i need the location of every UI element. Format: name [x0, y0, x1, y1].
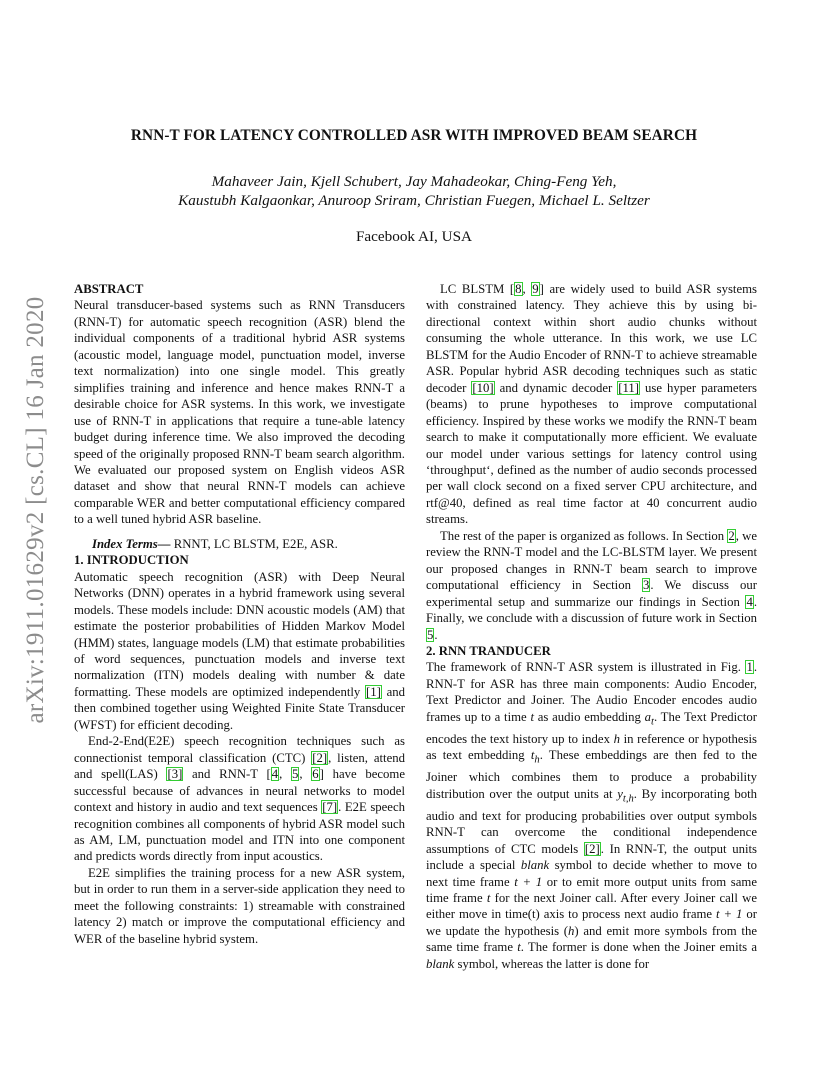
paper-title: RNN-T FOR LATENCY CONTROLLED ASR WITH IMPROVED BEAM SEARCH [130, 127, 698, 144]
citation-link[interactable]: [2] [584, 841, 600, 856]
citation-link[interactable]: [7] [322, 800, 338, 815]
intro-paragraph-3: E2E simplifies the training process for a new ASR system, but in order to run them in a server-side application they need to meet the following constraints: 1) streamable with constrained latency 2) match or improve the computational efficiency and WER of the baseline hybrid system. [74, 865, 405, 946]
citation-link[interactable]: 5 [292, 767, 299, 782]
citation-link[interactable]: 8 [515, 282, 522, 296]
citation-link[interactable]: [11] [618, 380, 640, 395]
authors-line-1: Mahaveer Jain, Kjell Schubert, Jay Mahadeokar, Ching-Feng Yeh, [211, 173, 617, 190]
intro-paragraph-1: Automatic speech recognition (ASR) with Deep Neural Networks (DNN) operates in a hybrid framework using several models. These models include: DNN acoustic models (AM) that estimate the posterior probabilities of Hidden Markov Model (HMM) states, language models (LM) that estimate probabilities of word sequences, punctuation models and inverse text normalization (ITN) models dealing with number & date formatting. These models are optimized independently [1] and then combined together using Weighted Finite State Transducer (WFST) for efficient decoding. [74, 569, 405, 732]
citation-link[interactable]: 6 [312, 767, 319, 782]
index-terms [74, 536, 405, 552]
rnn-paragraph-1: The framework of RNN-T ASR system is illustrated in Fig. 1. RNN-T for ASR has three main components: Audio Encoder, Text Predictor and Joiner. The Audio Encoder encodes audio frames up to a time t as audio embedding $a_t$. The Text Predictor encodes the text history up to index h in reference or hypothesis as text embedding $t_h$. These embeddings are then fed to the Joiner which combines them to produce a probability distribution over the output units at $y_{t,h}$. By incorporating both audio and text for producing probabilities over output symbols RNN-T can overcome the conditional independence assumptions of CTC models [2]. In RNN-T, the output units include a special blank symbol to decide whether to move to next time frame t + 1 or to emit more output units from same time frame t for the next Joiner call. After every Joiner call we either move in time(t) axis to process next audio frame t + 1 or we update the hypothesis (h) and emit more symbols from the same time frame t. The former is done when the Joiner emits a blank symbol, whereas the latter is done for [426, 660, 758, 971]
section-link[interactable]: 3 [643, 578, 650, 593]
citation-link[interactable]: 9 [532, 282, 539, 296]
authors-line-2: Kaustubh Kalgaonkar, Anuroop Sriram, Christian Fuegen, Michael L. Seltzer [178, 192, 650, 209]
citation-link[interactable]: [3] [167, 767, 183, 782]
figure-link[interactable]: 1 [746, 660, 753, 675]
intro-paragraph-2: End-2-End(E2E) speech recognition techniques such as connectionist temporal classification (CTC) [2], listen, attend and spell(LAS) [3] and RNN-T [4, 5, 6] have become successful because of advances in neural networks to model context and history in audio and text sequences [7]. E2E speech recognition combines all components of hybrid ASR model such as AM, LM, punctuation model and ITN into one component and predicts words directly from input acoustics. [74, 734, 406, 864]
authors [60, 172, 768, 210]
abstract-text: Neural transducer-based systems such as RNN Transducers (RNN-T) for automatic speech recognition (ASR) blend the individual components of a traditional hybrid ASR systems (acoustic model, language model, punctuation model, inverse text normalization) into one single model. This greatly simplifies training and inference and hence makes RNN-T a desirable choice for ASR systems. In this work, we investigate use of RNN-T in applications that require a tune-able latency budget during inference time. We also improved the decoding speed of the originally proposed RNN-T beam search algorithm. We evaluated our proposed system on English videos ASR dataset and show that neural RNN-T models can achieve comparable WER and better computational efficiency compared to a well tuned hybrid ASR baseline. [74, 298, 405, 527]
index-terms-text: RNNT, LC BLSTM, E2E, ASR. [170, 536, 338, 551]
intro-heading: 1. INTRODUCTION [74, 553, 189, 568]
arxiv-id: arXiv:1911.01629v2 [cs.CL] 16 Jan 2020 [22, 296, 49, 724]
abstract-heading: ABSTRACT [74, 282, 144, 296]
section-link[interactable]: 4 [746, 594, 753, 609]
arxiv-watermark [18, 290, 54, 730]
section-link[interactable]: 2 [728, 528, 735, 543]
intro-paragraph-5: The rest of the paper is organized as follows. In Section 2, we review the RNN-T model and the LC-BLSTM layer. We present our proposed changes in RNN-T beam search to improve computational efficiency in Section 3. We discuss our experimental setup and summarize our findings in Section 4. Finally, we conclude with a discussion of future work in Section 5. [426, 528, 757, 642]
intro-paragraph-4: LC BLSTM [8, 9] are widely used to build ASR systems with constrained latency. They achieve this by using bi-directional context within short audio chunks without consuming the whole utterance. In this work, we use LC BLSTM for the Audio Encoder of RNN-T to achieve streamable ASR. Popular hybrid ASR decoding techniques such as static decoder [10] and dynamic decoder [11] use hyper parameters (beams) to prune hypotheses to improve computational efficiency. Inspired by these works we modify the RNN-T beam search to make it computationally more efficient. We evaluate our model under various settings for latency control using ‘throughput‘, defined as the number of audio seconds processed per wall clock second on a fixed server CPU architecture, and rtf@40, defined as real time factor at 40 concurrent audio streams. [426, 282, 757, 527]
affiliation: Facebook AI, USA [355, 228, 472, 245]
left-column [74, 281, 405, 947]
citation-link[interactable]: 4 [271, 767, 279, 782]
rnn-heading: 2. RNN TRANDUCER [426, 643, 551, 658]
citation-link[interactable]: [10] [472, 380, 494, 395]
index-terms-label: Index Terms— [92, 536, 171, 551]
right-column [426, 281, 757, 972]
section-link[interactable]: 5 [427, 627, 434, 642]
citation-link[interactable]: [1] [366, 684, 381, 699]
citation-link[interactable]: [2] [312, 750, 328, 765]
